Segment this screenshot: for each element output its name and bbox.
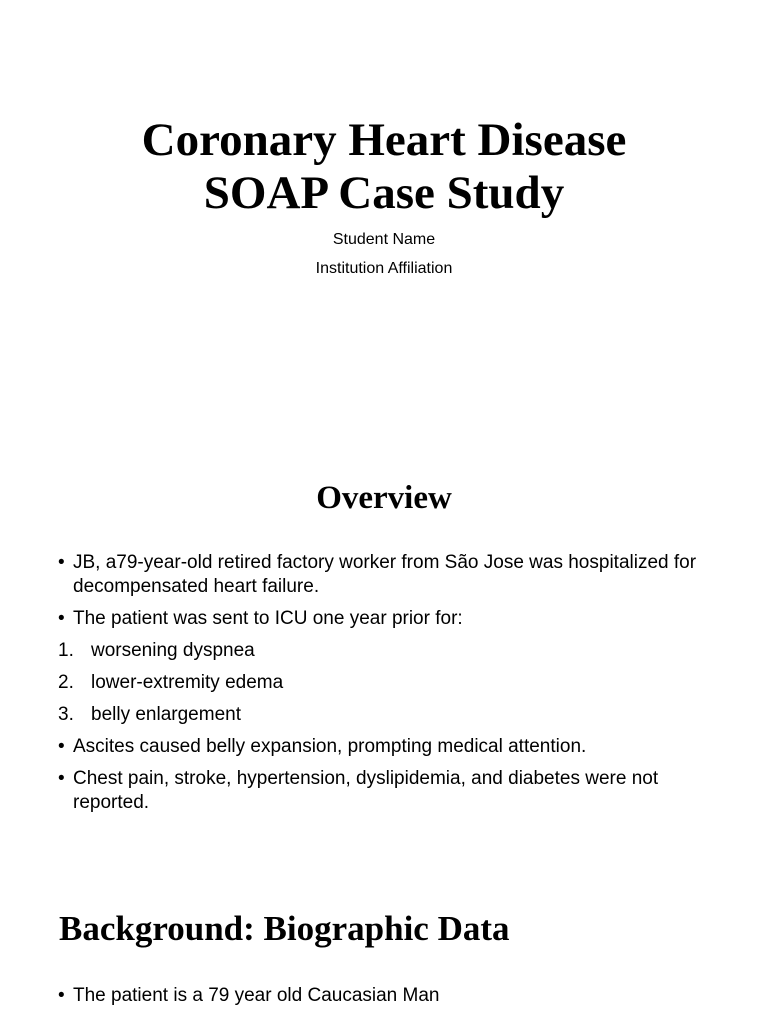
list-item [58, 703, 718, 727]
list-item-text: The patient was sent to ICU one year prior for: [73, 608, 463, 629]
bullet-marker: • [58, 608, 65, 629]
list-item [58, 984, 718, 1008]
list-item [58, 735, 718, 759]
number-marker: 1. [58, 640, 74, 661]
bullet-marker: • [58, 768, 65, 789]
title-line-1: Coronary Heart Disease [141, 114, 627, 166]
list-item [58, 767, 718, 815]
list-item [58, 639, 718, 663]
overview-heading: Overview [316, 480, 452, 516]
list-item-text: worsening dyspnea [91, 640, 255, 661]
list-item-text: belly enlargement [91, 704, 241, 725]
number-marker: 2. [58, 672, 74, 693]
number-marker: 3. [58, 704, 74, 725]
bullet-marker: • [58, 985, 65, 1006]
bullet-marker: • [58, 736, 65, 757]
list-item [58, 607, 718, 631]
list-item-text: JB, a79-year-old retired factory worker from São Jose was hospitalized for decompensated heart failure. [73, 552, 697, 597]
title-line-2: SOAP Case Study [203, 167, 565, 219]
list-item-text: Chest pain, stroke, hypertension, dyslipidemia, and diabetes were not reported. [73, 768, 659, 813]
overview-list [58, 551, 718, 823]
list-item-text: Ascites caused belly expansion, prompting medical attention. [73, 736, 587, 757]
student-name: Student Name [332, 231, 436, 248]
bullet-marker: • [58, 552, 65, 573]
institution-affiliation: Institution Affiliation [315, 260, 453, 277]
list-item [58, 671, 718, 695]
background-list [58, 984, 718, 1016]
list-item [58, 551, 718, 599]
document-title [0, 114, 768, 220]
list-item-text: lower-extremity edema [91, 672, 284, 693]
background-heading: Background: Biographic Data [59, 909, 510, 948]
list-item-text: The patient is a 79 year old Caucasian Man [73, 985, 440, 1006]
